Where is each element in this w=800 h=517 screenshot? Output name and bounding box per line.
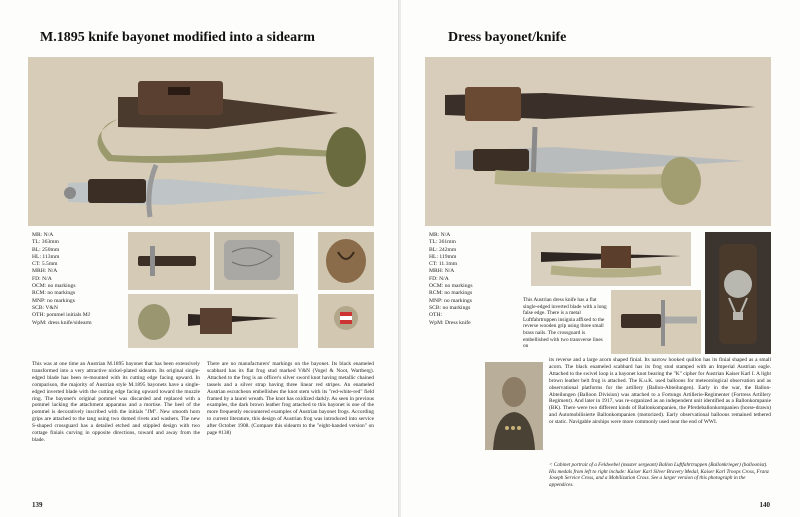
left-page-title: M.1895 knife bayonet modified into a sidearm bbox=[40, 30, 315, 45]
spec-line: TL: 363mm bbox=[32, 239, 59, 246]
spec-line: HL: 113mm bbox=[32, 253, 60, 260]
spec-line: BL: 242mm bbox=[429, 246, 457, 253]
spec-line: RCM: no markings bbox=[429, 290, 473, 297]
spec-line: MR: N/A bbox=[429, 232, 451, 238]
scabbard-knot-illustration bbox=[128, 294, 298, 348]
spec-line: MNP: no markings bbox=[429, 297, 472, 304]
bayonet-sidearm-illustration bbox=[28, 57, 374, 226]
right-body-text: its reverse and a large acorn shaped finial. Its narrow hooked quillon has its finial shaped as a small acorn. The black enameled scabbard has its frog stud stamped with an Imperial Austrian eagle. Attached to the swivel loop is a bayonet knot bearing the "K" cipher for Austrian Kaiser Karl I. A light brown leather belt frog is attached. The K.u.K. used balloons for meteorological observation and as observational platforms for the artillery (Ballon-Abteilungen). Early in the war, the Ballon-Abteilungen (Balloon Division) was attached to a Fortungs Artillerie-Regimenter (Fortress Artillery Regiment). And later in 1917, was re-organized as an independent unit identified as a Ballonkompanie (BK). There were two different kinds of Ballonkompanien, the Pferdeballonkompanien (horse-drawn) and Automobilisierte Ballonkompanien (motorized). Early observational balloons remained tethered or static. Navigable airships were more commonly used near the end of WWI. bbox=[549, 357, 771, 426]
right-intro-text: This Austrian dress knife has a flat single-edged inverted blade with a long false edge. There is a metal Luftfahrtruppen insignia affixed to the reverse wooden grip using three small brass nails. The crossguard is embellished with two transverse lines on bbox=[523, 297, 607, 350]
spec-line: MNP: no markings bbox=[32, 297, 75, 304]
hilt-illustration bbox=[128, 232, 210, 290]
spec-line: FD: N/A bbox=[429, 275, 449, 282]
spec-line: HL: 119mm bbox=[429, 253, 457, 260]
spec-line: OTH: bbox=[429, 312, 443, 319]
spec-line: BL: 250mm bbox=[32, 246, 60, 253]
thumb-pommel-initials-photo bbox=[318, 232, 374, 290]
thumb-scabbard-frog-photo bbox=[531, 232, 691, 286]
left-page bbox=[0, 0, 399, 517]
spec-line: FD: N/A bbox=[32, 275, 52, 282]
escutcheon-illustration bbox=[318, 294, 374, 348]
spec-line: WpM: dress knife/sidearm bbox=[32, 319, 92, 326]
spec-line: MRH: N/A bbox=[429, 268, 455, 275]
main-photo-dress-bayonet bbox=[425, 57, 771, 226]
spec-line: RCM: no markings bbox=[32, 290, 76, 297]
thumb-scabbard-knot-photo bbox=[128, 294, 298, 348]
left-body-column-1: This was at one time an Austrian M.1895 bayonet that has been extensively transformed into a very attractive nickel-plated sidearm. Its original single-edged blade has been re-mounted with its cutting edge facing upward. In comparison, the majority of Austrian style M.1895 bayonets have a single-edged inverted blade with the cutting edge facing upward toward the muzzle ring. The bayonet's original pommel was discarded and replaced with a pommel lacking the attachment apparatus and a mortise. The heel of the pommel is decoratively inscribed with the initials "JM". New smooth horn grips are attached to the tang using two domed rivets and washers. The new S-shaped crossguard has a detailed etched and stippled design with two cottage finials curving in opposite directions, toward and away from the blade. bbox=[32, 361, 200, 443]
thumb-hilt-photo bbox=[128, 232, 210, 290]
scabbard-frog-illustration bbox=[531, 232, 691, 286]
right-page bbox=[401, 0, 800, 517]
main-photo-bayonet-sidearm bbox=[28, 57, 374, 226]
balloon-insignia-illustration bbox=[705, 232, 771, 354]
spec-line: MR: N/A bbox=[32, 232, 54, 238]
spec-line: SCB: no markings bbox=[429, 304, 471, 311]
spec-line: OCM: no markings bbox=[32, 283, 76, 290]
crossguard-illustration bbox=[611, 290, 701, 354]
spec-line: CT: 5.5mm bbox=[32, 261, 58, 268]
thumb-crossguard-photo bbox=[611, 290, 701, 354]
spec-line: OTH: pommel initials MJ bbox=[32, 312, 90, 319]
etched-guard-illustration bbox=[214, 232, 294, 290]
page-number-right: 140 bbox=[759, 501, 770, 509]
spec-line: SCB: V&N bbox=[32, 304, 58, 311]
right-specs-list bbox=[429, 232, 473, 327]
spec-line: WpM: Dress knife bbox=[429, 319, 471, 326]
thumb-etched-guard-photo bbox=[214, 232, 294, 290]
dress-bayonet-illustration bbox=[425, 57, 771, 226]
page-number-left: 139 bbox=[32, 501, 43, 509]
right-page-title: Dress bayonet/knife bbox=[448, 30, 567, 45]
left-specs-list bbox=[32, 232, 92, 327]
thumb-balloon-insignia-photo bbox=[705, 232, 771, 354]
portrait-photo-feldwebel bbox=[485, 362, 543, 450]
spec-line: CT: 11.1mm bbox=[429, 261, 458, 268]
pommel-illustration bbox=[318, 232, 374, 290]
portrait-caption: < Cabinet portrait of a Feldwebel (master sergeant) Ballon Luftfahrtruppen (Ballonkrieger) (balloonist). His medals from left to right include: Kaiser Karl Silver Bravery Medal, Kaiser Karl Troops Cross, Franz Joseph Service Cross, and a Mobilization Cross. See a larger version of this photograph in the appendices. bbox=[549, 462, 769, 488]
spec-line: OCM: no markings bbox=[429, 283, 473, 290]
thumb-escutcheon-photo bbox=[318, 294, 374, 348]
left-body-column-2: There are no manufacturers' markings on the bayonet. Its black enameled scabbard has its flat frog stud marked V&N (Vogel & Noot, Wartberg). Attached to the frog is an officer's silver sword knot having metallic chained tassels and a silver strap having three linear red stripes. An enameled Austrian escutcheon embellishes the knot stem with its "red-white-red" field framed by a laurel wreath. The knot has oxidized darkly. As seen in previous examples, the dark brown leather frog attached to this bayonet is one of the more frequently encountered examples of Austrian bayonet frogs. According to current literature, this design of Austrian frog was introduced into service after October 1908. (Compare this sidearm to the "eight-handed version" on page #138) bbox=[207, 361, 374, 437]
spec-line: TL: 361mm bbox=[429, 239, 456, 246]
portrait-illustration bbox=[485, 362, 543, 450]
spec-line: MRH: N/A bbox=[32, 268, 58, 275]
